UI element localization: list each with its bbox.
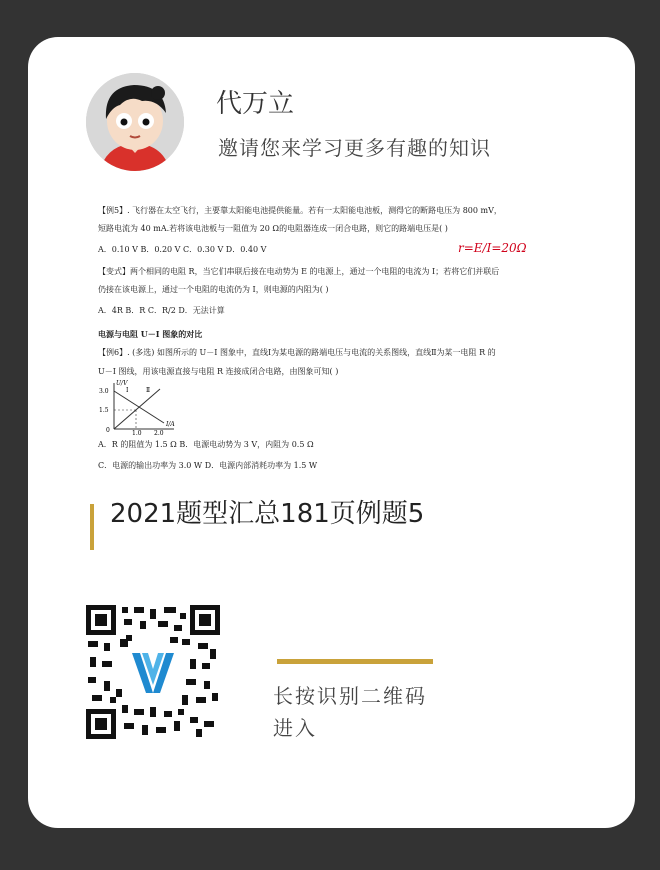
doc-line: A．0.10 V B．0.20 V C．0.30 V D．0.40 V <box>98 245 267 254</box>
graph-y-tick: 1.5 <box>99 407 109 414</box>
graph-y-tick: 3.0 <box>99 388 109 395</box>
doc-line: 【变式】两个相同的电阻 R，当它们串联后接在电动势为 E 的电源上，通过一个电阻的电流为 I；若将它们并联后 <box>98 267 500 276</box>
graph-x-axis-label: I/A <box>166 421 175 428</box>
doc-line: C．电源的输出功率为 3.0 W D．电源内部消耗功率为 1.5 W <box>98 461 318 470</box>
handwritten-annotation: r=E/I=20Ω <box>458 241 527 255</box>
doc-line: U－I 图线，用该电源直接与电阻 R 连接成闭合电路，由图象可知( ) <box>98 367 339 376</box>
graph-line-label: Ⅱ <box>146 387 151 394</box>
doc-line: 仍接在该电源上，通过一个电阻的电流仍为 I，则电源的内阻为( ) <box>98 285 329 294</box>
user-name: 代万立 <box>216 89 295 119</box>
doc-line: A．4R B．R C．R/2 D．无法计算 <box>98 306 225 315</box>
graph-x-tick: 2.0 <box>154 430 164 435</box>
ui-graph <box>98 379 178 435</box>
graph-y-tick: 0 <box>106 427 110 434</box>
cartoon-avatar-icon <box>86 73 184 171</box>
graph-line-label: Ⅰ <box>126 387 129 394</box>
qr-hint <box>273 680 427 744</box>
invite-text: 邀请您来学习更多有趣的知识 <box>218 136 491 160</box>
qr-code-icon[interactable] <box>86 605 220 739</box>
graph-x-tick: 1.0 <box>132 430 142 435</box>
caption-title: 2021题型汇总181页例题5 <box>110 499 425 529</box>
qr-hint-line-2: 进入 <box>273 716 317 740</box>
avatar <box>86 73 184 171</box>
hint-accent-line <box>277 659 433 664</box>
caption-accent-bar <box>90 504 94 550</box>
document-excerpt <box>98 183 548 483</box>
doc-line: A．R 的阻值为 1.5 Ω B．电源电动势为 3 V，内阻为 0.5 Ω <box>98 440 314 449</box>
qr-hint-line-1: 长按识别二维码 <box>273 684 427 708</box>
graph-y-axis-label: U/V <box>116 380 128 387</box>
doc-line: 【例5】. 飞行器在太空飞行，主要靠太阳能电池提供能量。若有一太阳能电池板，测得它的断路电压为 800 mV， <box>98 206 502 215</box>
doc-line: 短路电流为 40 mA.若将该电池板与一阻值为 20 Ω的电阻器连成一闭合电路，则它的路端电压是( ) <box>98 224 448 233</box>
doc-section-heading: 电源与电阻 U－I 图象的对比 <box>98 329 203 339</box>
doc-line: 【例6】. (多选) 如图所示的 U－I 图象中，直线Ⅰ为某电源的路端电压与电流的关系图线，直线Ⅱ为某一电阻 R 的 <box>98 348 496 357</box>
share-card <box>28 37 635 828</box>
